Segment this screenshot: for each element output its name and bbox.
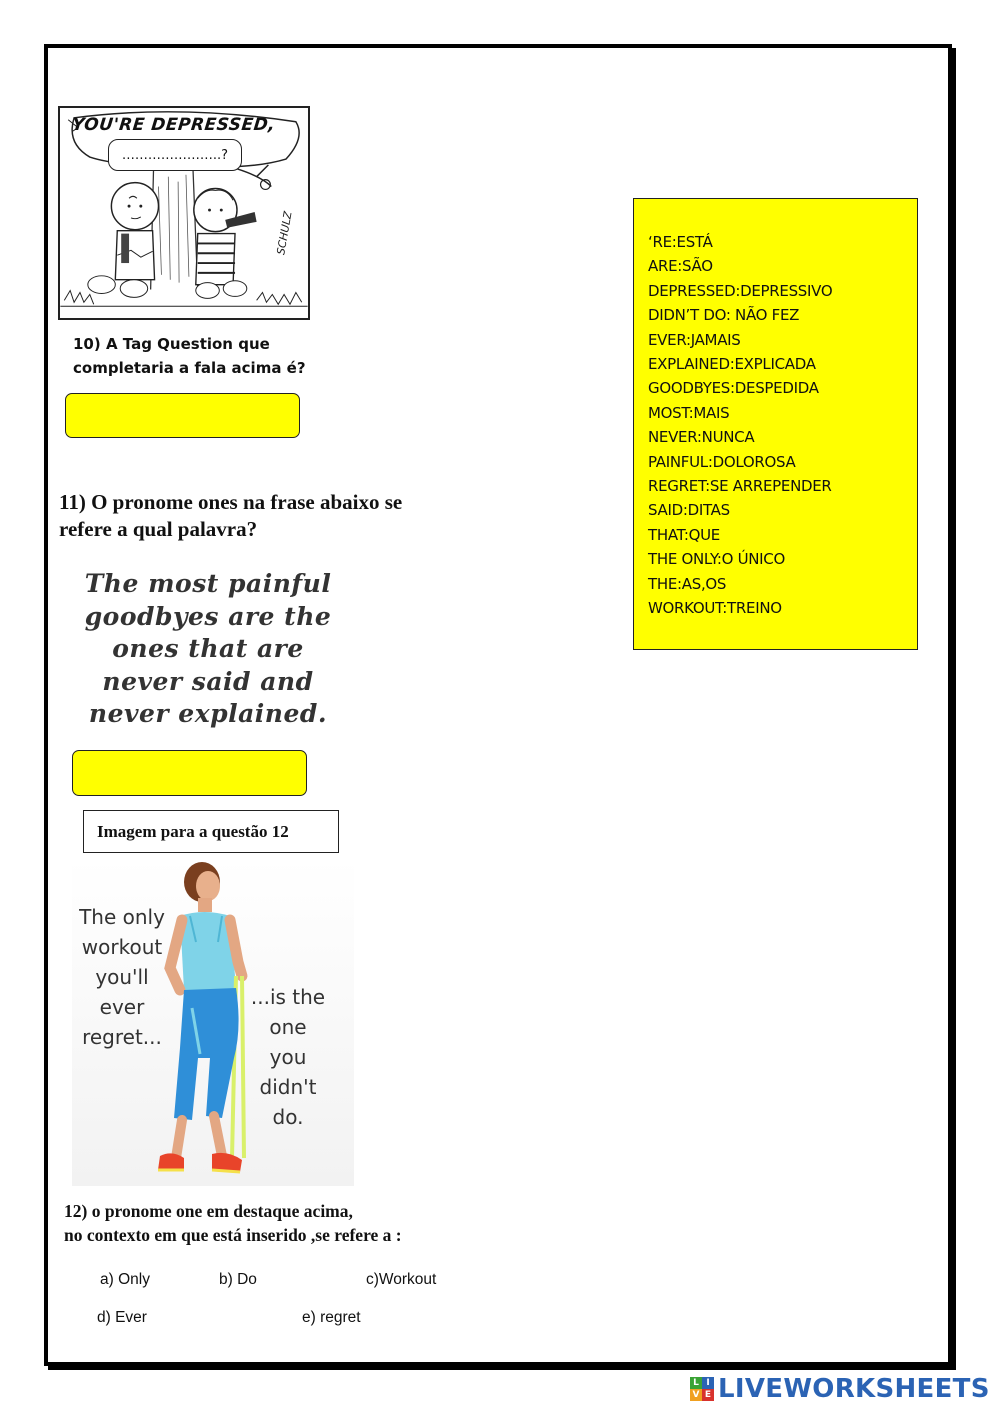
- workout-text-right: [244, 982, 332, 1132]
- workout-text-left: [72, 902, 172, 1052]
- glossary-item: ‘RE:ESTÁ: [648, 233, 713, 251]
- glossary-list: [648, 230, 917, 621]
- brand-name: LIVEWORKSHEETS: [718, 1374, 990, 1404]
- question-11-text: 11) O pronome ones na frase abaixo se refere a qual palavra?: [59, 490, 403, 541]
- quote-line: goodbyes are the: [84, 601, 332, 631]
- workout-line: ever: [99, 995, 145, 1019]
- glossary-item: EVER:JAMAIS: [648, 330, 741, 349]
- glossary-box: [633, 198, 918, 650]
- glossary-item: EXPLAINED:EXPLICADA: [648, 355, 816, 374]
- glossary-item: DEPRESSED:DEPRESSIVO: [648, 281, 833, 300]
- glossary-item: THE ONLY:O ÚNICO: [648, 550, 785, 569]
- quote-image-text: [58, 568, 358, 731]
- workout-line: you: [269, 1045, 307, 1069]
- glossary-item: ARE:SÃO: [648, 257, 713, 276]
- option-d[interactable]: d) Ever: [97, 1309, 147, 1326]
- option-a[interactable]: a) Only: [100, 1271, 150, 1288]
- question-12-line: no contexto em que está inserido ,se refere a :: [64, 1225, 402, 1245]
- glossary-item: PAINFUL:DOLOROSA: [648, 452, 796, 471]
- question-12-line: 12) o pronome one em destaque acima,: [64, 1201, 353, 1221]
- glossary-item: REGRET:SE ARREPENDER: [648, 477, 832, 496]
- option-c[interactable]: c)Workout: [366, 1271, 437, 1288]
- glossary-item: MOST:MAIS: [648, 403, 730, 422]
- glossary-item: WORKOUT:TREINO: [648, 599, 782, 618]
- question-10-text: 10) A Tag Question que completaria a fala acima é?: [73, 335, 306, 377]
- glossary-item: GOODBYES:DESPEDIDA: [648, 379, 819, 398]
- glossary-item: SAID:DITAS: [648, 501, 730, 520]
- glossary-item: THAT:QUE: [648, 525, 720, 544]
- svg-text:SCHULZ: SCHULZ: [274, 210, 295, 256]
- workout-line: The only: [79, 905, 165, 929]
- workout-line: you'll: [95, 965, 149, 989]
- image-label-q12: Imagem para a questão 12: [83, 810, 339, 853]
- workout-line: one: [269, 1015, 307, 1039]
- quote-line: The most painful: [84, 569, 332, 598]
- answer-11-input[interactable]: [72, 750, 307, 796]
- question-12-text: [64, 1199, 484, 1247]
- option-b[interactable]: b) Do: [219, 1271, 257, 1288]
- quote-line: never said and: [102, 666, 314, 696]
- tag-question-blank[interactable]: …………………..?: [108, 139, 242, 171]
- glossary-item: DIDN’T DO: NÃO FEZ: [648, 306, 800, 325]
- workout-line: ...is the: [250, 985, 326, 1009]
- liveworksheets-logo-icon: L I V E: [690, 1377, 714, 1401]
- workout-line: do.: [272, 1105, 304, 1129]
- quote-line: ones that are: [112, 634, 304, 663]
- answer-10-input[interactable]: [65, 393, 300, 438]
- workout-line: workout: [81, 935, 163, 959]
- workout-line: regret...: [82, 1025, 162, 1049]
- comic-speech-text: YOU'RE DEPRESSED,: [70, 115, 277, 135]
- option-e[interactable]: e) regret: [302, 1309, 361, 1326]
- glossary-item: NEVER:NUNCA: [648, 428, 755, 447]
- workout-line: didn't: [259, 1075, 317, 1099]
- liveworksheets-logo[interactable]: [690, 1372, 990, 1406]
- glossary-item: THE:AS,OS: [648, 574, 727, 593]
- quote-line: never explained.: [88, 699, 328, 728]
